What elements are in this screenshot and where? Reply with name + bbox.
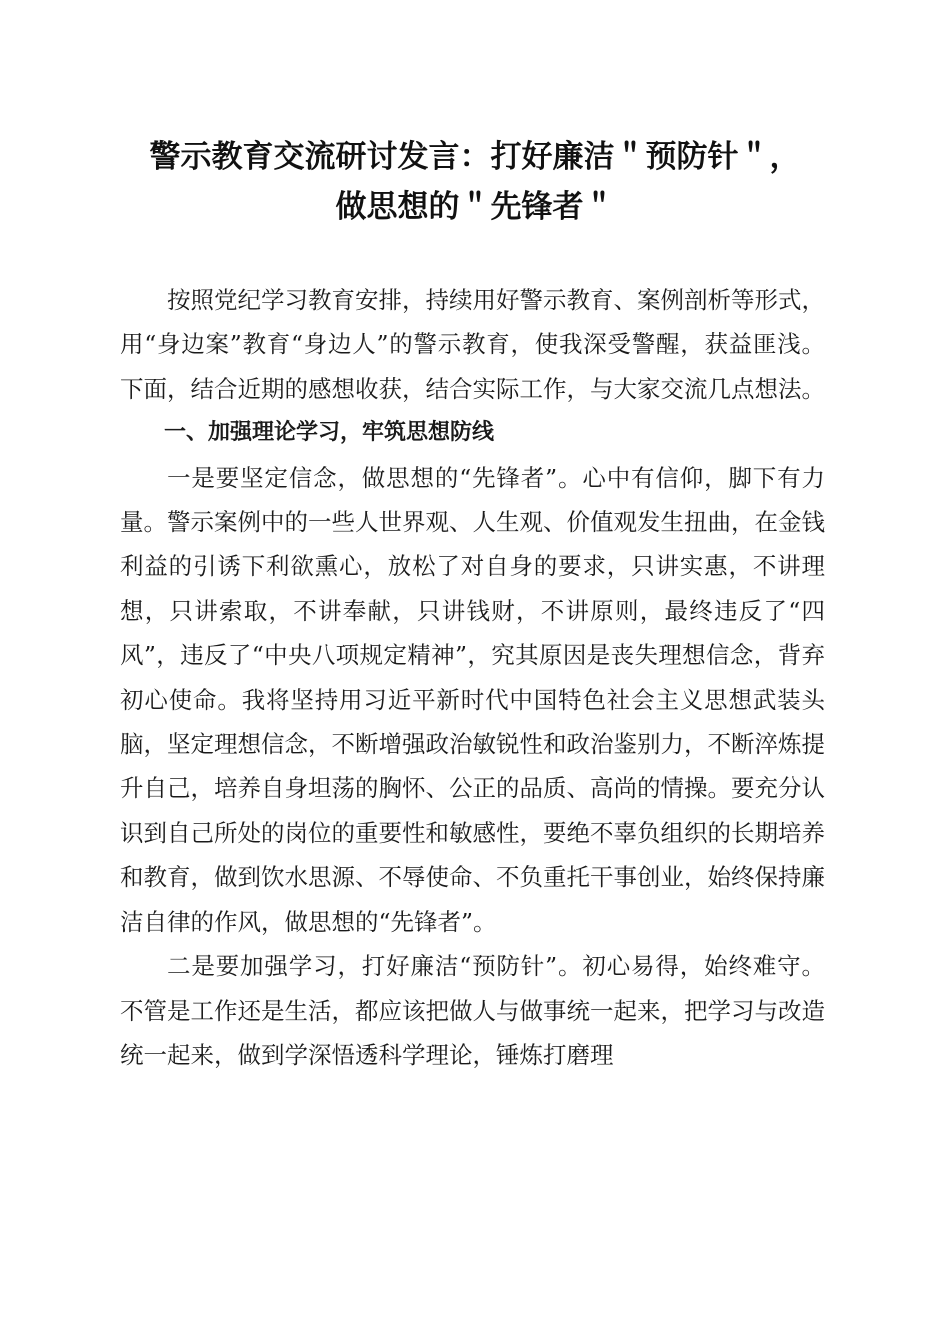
section-heading: 一、加强理论学习，牢筑思想防线 (164, 420, 495, 446)
document-title (100, 132, 850, 232)
intro-paragraph: 按照党纪学习教育安排，持续用好警示教育、案例剖析等形式，用“身边案”教育“身边人”的警示教育，使我深受警醒，获益匪浅。下面，结合近期的感想收获，结合实际工作，与大家交流几点想法。 (120, 286, 825, 403)
body-paragraph: 一是要坚定信念，做思想的“先锋者”。心中有信仰，脚下有力量。警示案例中的一些人世界观、人生观、价值观发生扭曲，在金钱利益的引诱下利欲熏心，放松了对自身的要求，只讲实惠，不讲理想，只讲索取，不讲奉献，只讲钱财，不讲原则，最终违反了“四风”，违反了“中央八项规定精神”，究其原因是丧失理想信念，背弃初心使命。我将坚持用习近平新时代中国特色社会主义思想武装头脑，坚定理想信念，不断增强政治敏锐性和政治鉴别力，不断淬炼提升自己，培养自身坦荡的胸怀、公正的品质、高尚的情操。要充分认识到自己所处的岗位的重要性和敏感性，要绝不辜负组织的长期培养和教育，做到饮水思源、不辱使命、不负重托干事创业，始终保持廉洁自律的作风，做思想的“先锋者”。 (120, 463, 825, 936)
title-line-2: 做思想的＂先锋者＂ (335, 189, 615, 225)
title-line-1: 警示教育交流研讨发言：打好廉洁＂预防针＂， (149, 139, 801, 175)
body-paragraph: 二是要加强学习，打好廉洁“预防针”。初心易得，始终难守。不管是工作还是生活，都应该把做人与做事统一起来，把学习与改造统一起来，做到学深悟透科学理论，锤炼打磨理 (120, 952, 825, 1069)
document-body (120, 278, 825, 1077)
